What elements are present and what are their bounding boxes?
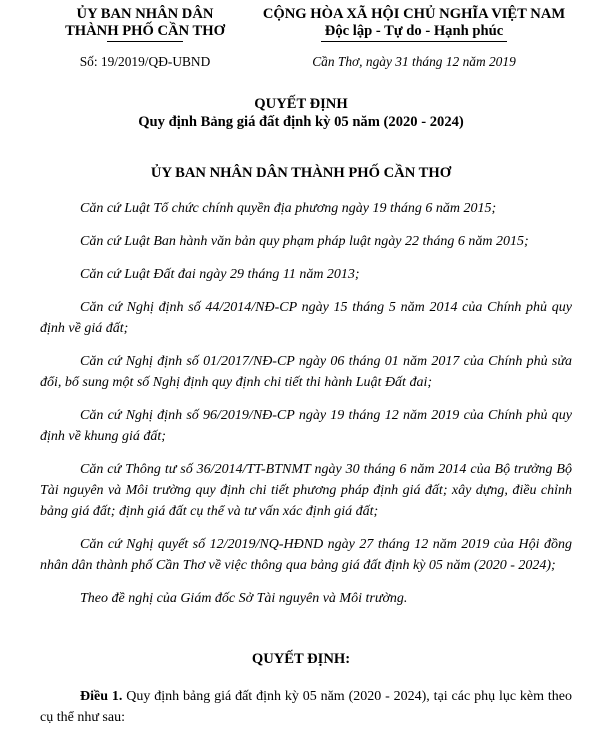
document-title-block <box>0 96 602 131</box>
decision-heading: QUYẾT ĐỊNH: <box>251 651 351 667</box>
document-number: Số: 19/2019/QĐ-UBND <box>79 54 211 69</box>
legal-basis-item: Căn cứ Thông tư số 36/2014/TT-BTNMT ngày 30 tháng 6 năm 2014 của Bộ trưởng Bộ Tài nguyên và Môi trường quy định chi tiết phương pháp định giá đất; xây dựng, điều chỉnh bảng giá đất; định giá đất cụ thể và tư vấn xác định giá đất; <box>40 462 572 519</box>
article-1-label: Điều 1. <box>80 689 123 704</box>
national-title: CỘNG HÒA XÃ HỘI CHỦ NGHĨA VIỆT NAM <box>262 6 566 22</box>
national-header-block <box>246 6 582 70</box>
issuing-authority-line1: ỦY BAN NHÂN DÂN <box>76 6 214 22</box>
article-1-text: Quy định bảng giá đất định kỳ 05 năm (2020 - 2024), tại các phụ lục kèm theo cụ thể như sau: <box>40 689 573 725</box>
document-type: QUYẾT ĐỊNH <box>254 96 348 112</box>
legal-basis-item: Căn cứ Luật Tổ chức chính quyền địa phương ngày 19 tháng 6 năm 2015; <box>80 201 497 216</box>
legal-basis-item: Căn cứ Nghị định số 96/2019/NĐ-CP ngày 19 tháng 12 năm 2019 của Chính phủ quy định về khung giá đất; <box>40 408 572 444</box>
document-subject: Quy định Bảng giá đất định kỳ 05 năm (2020 - 2024) <box>138 114 464 130</box>
place-and-date: Cần Thơ, ngày 31 tháng 12 năm 2019 <box>312 54 516 69</box>
legal-basis-item: Theo đề nghị của Giám đốc Sở Tài nguyên và Môi trường. <box>80 591 408 606</box>
issuer-heading: ỦY BAN NHÂN DÂN THÀNH PHỐ CẦN THƠ <box>150 165 452 181</box>
legal-basis-item: Căn cứ Nghị định số 44/2014/NĐ-CP ngày 15 tháng 5 năm 2014 của Chính phủ quy định về giá đất; <box>40 300 572 336</box>
legal-basis-item: Căn cứ Luật Ban hành văn bản quy phạm pháp luật ngày 22 tháng 6 năm 2015; <box>80 234 529 249</box>
issuing-authority-block <box>40 6 250 70</box>
motto-underline <box>321 41 507 42</box>
legal-bases <box>40 198 572 621</box>
authority-underline <box>107 41 183 42</box>
article-1 <box>40 686 572 728</box>
legal-basis-item: Căn cứ Luật Đất đai ngày 29 tháng 11 năm 2013; <box>80 267 360 282</box>
legal-basis-item: Căn cứ Nghị quyết số 12/2019/NQ-HĐND ngày 27 tháng 12 năm 2019 của Hội đồng nhân dân thành phố Cần Thơ về việc thông qua bảng giá đất định kỳ 05 năm (2020 - 2024); <box>40 537 572 573</box>
legal-basis-item: Căn cứ Nghị định số 01/2017/NĐ-CP ngày 06 tháng 01 năm 2017 của Chính phủ sửa đổi, bổ sung một số Nghị định quy định chi tiết thi hành Luật Đất đai; <box>40 354 572 390</box>
national-motto: Độc lập - Tự do - Hạnh phúc <box>324 23 504 39</box>
issuing-authority-line2: THÀNH PHỐ CẦN THƠ <box>65 23 225 39</box>
